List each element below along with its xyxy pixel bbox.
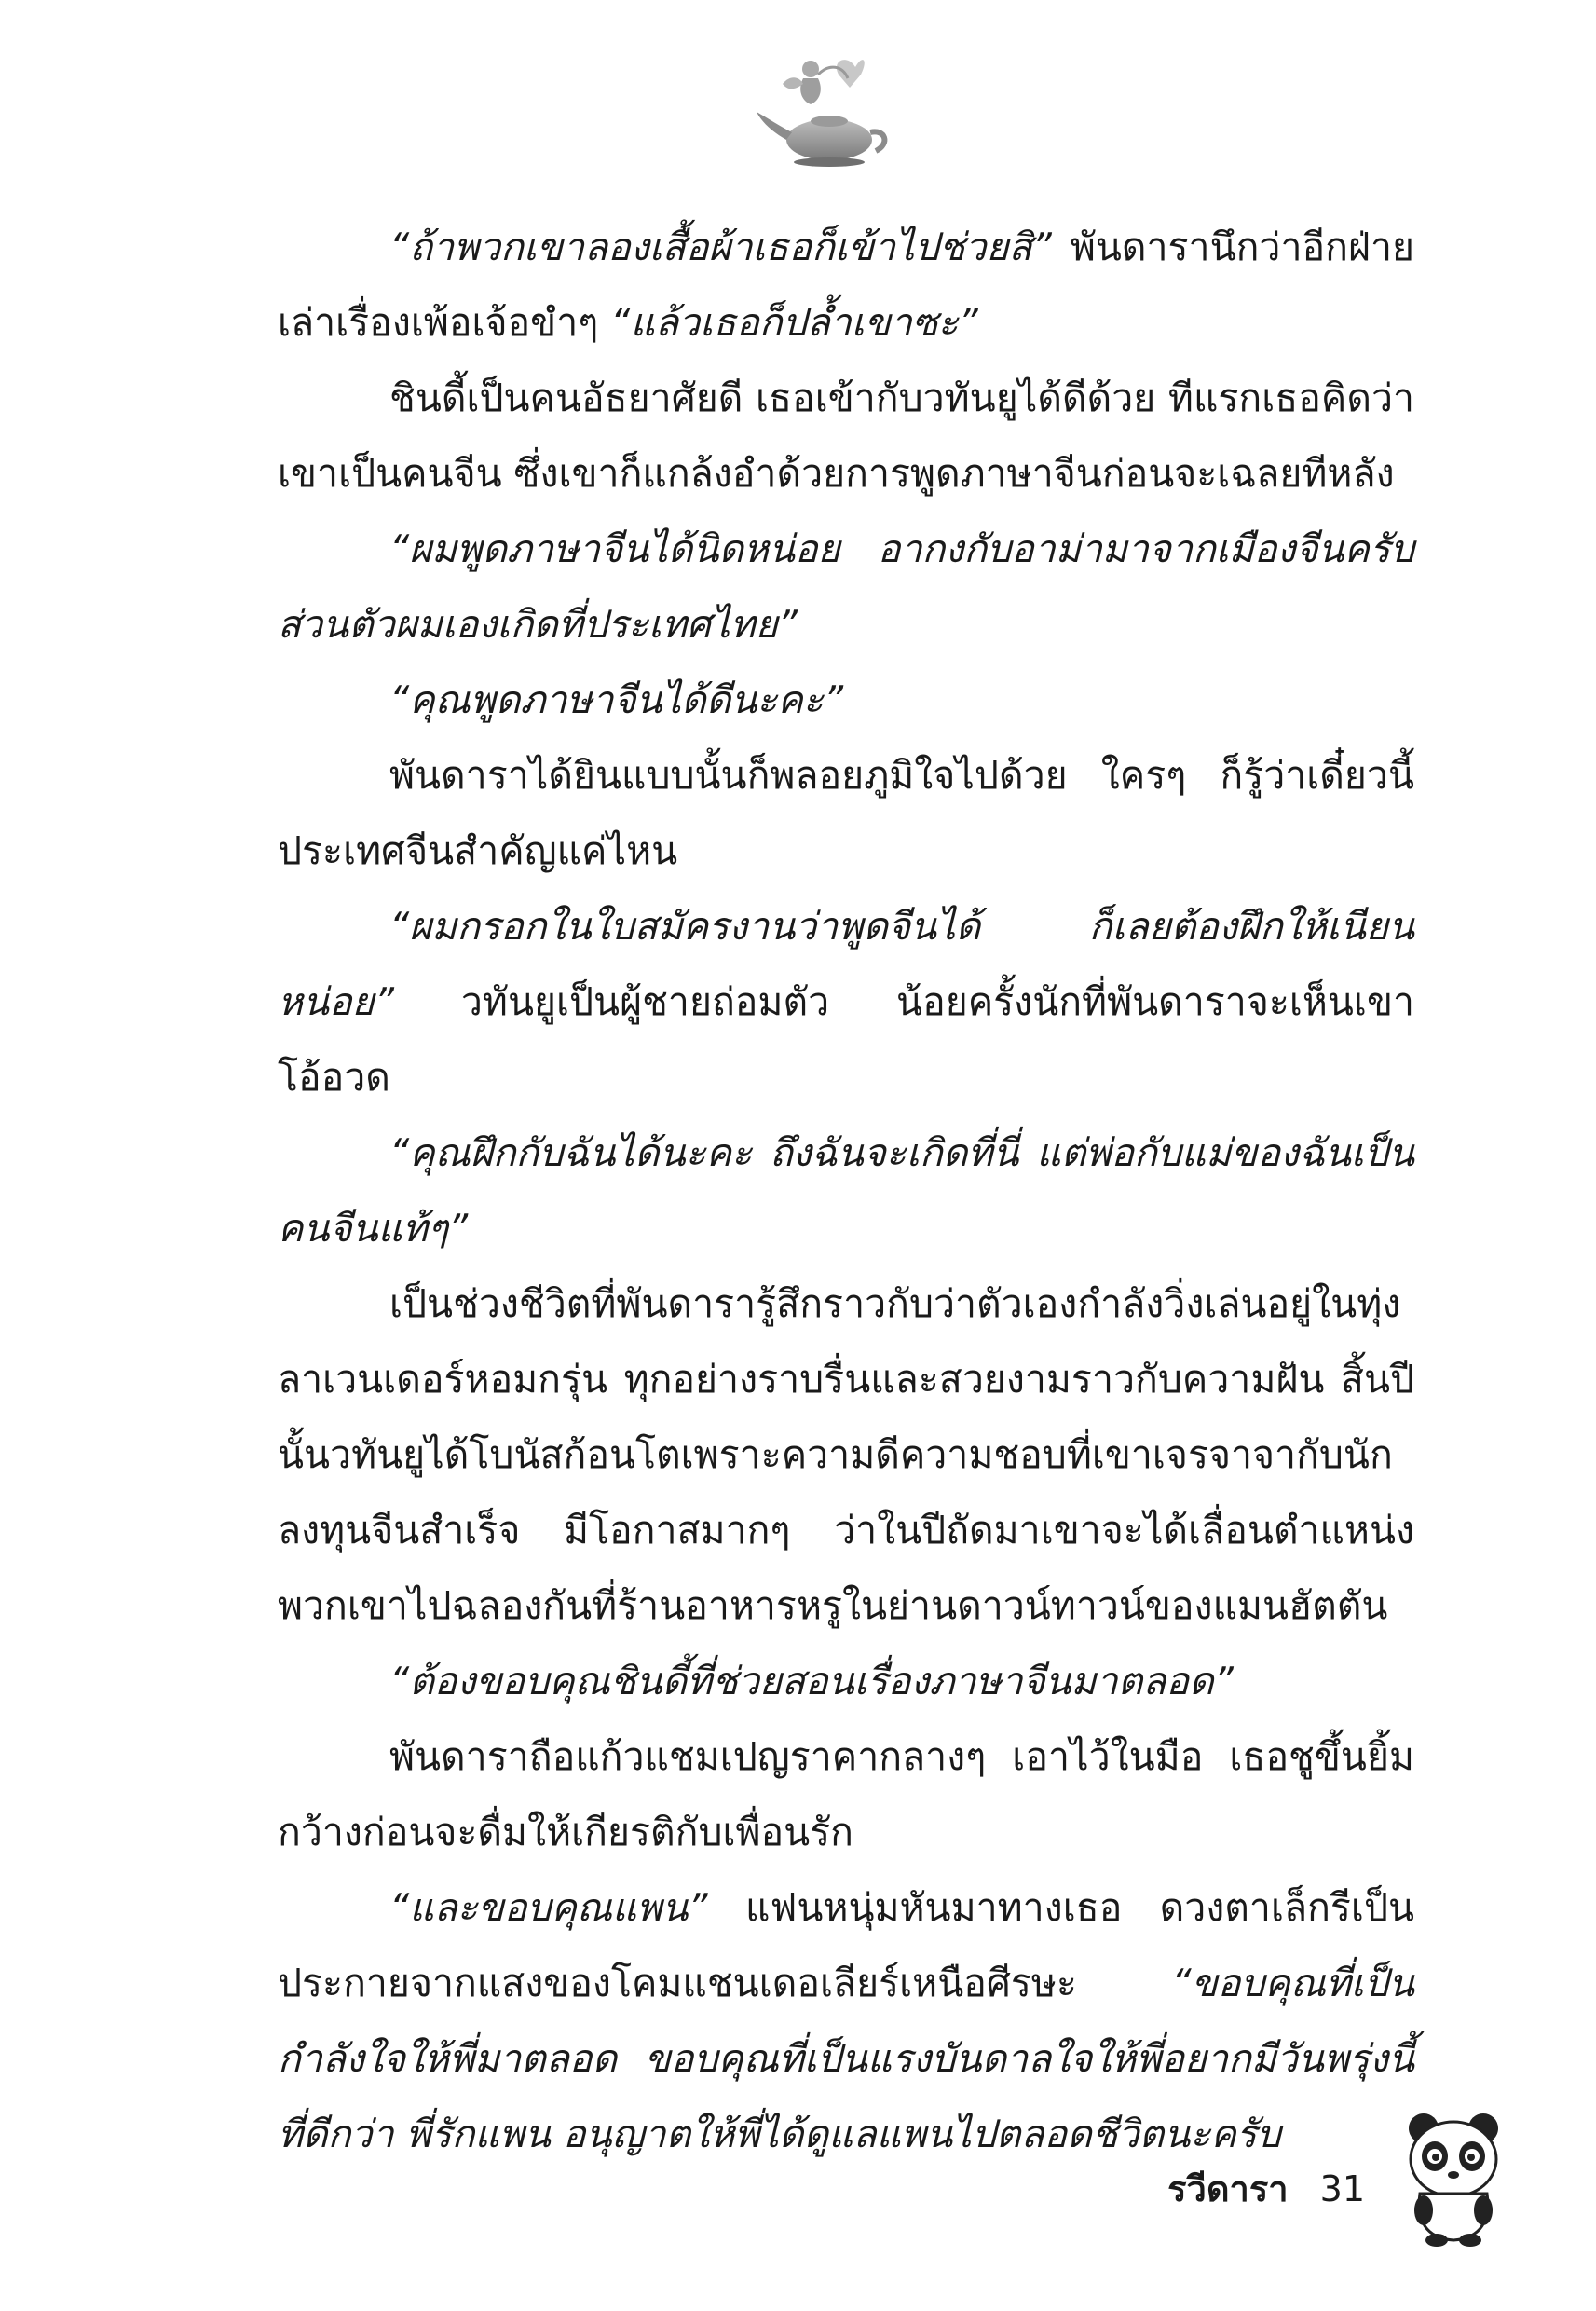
narration-text: พันดารานึกว่าอีกฝ่ายเล่าเรื่องเพ้อเจ้อขำๆ [278,225,1414,345]
narration-text: พันดาราถือแก้วแชมเปญราคากลางๆ เอาไว้ในมือ เธอชูขึ้นยิ้มกว้างก่อนจะดื่มให้เกียรติกับเพื่อนรัก [278,1734,1414,1854]
paragraph [278,663,1414,738]
paragraph [278,210,1414,361]
panda-icon [1398,2108,1509,2248]
body-text [278,210,1414,2172]
narration-text: เป็นช่วงชีวิตที่พันดารารู้สึกราวกับว่าตัวเองกำลังวิ่งเล่นอยู่ในทุ่งลาเวนเดอร์หอมกรุ่น ทุกอย่างราบรื่นและสวยงามราวกับความฝัน สิ้นปีนั้นวทันยูได้โบนัสก้อนโตเพราะความดีความชอบที่เขาเจรจาจากับนักลงทุนจีนสำเร็จ มีโอกาสมากๆ ว่าในปีถัดมาเขาจะได้เลื่อนตำแหน่ง พวกเขาไปฉลองกันที่ร้านอาหารหรูในย่านดาวน์ทาวน์ของแมนฮัตตัน [278,1281,1414,1628]
narration-text: พันดาราได้ยินแบบนั้นก็พลอยภูมิใจไปด้วย ใครๆ ก็รู้ว่าเดี๋ยวนี้ประเทศจีนสำคัญแค่ไหน [278,753,1414,873]
book-title: รวีดารา [1167,2168,1289,2209]
paragraph [278,361,1414,512]
narration-text: แฟนหนุ่มหันมาทางเธอ ดวงตาเล็กรีเป็นประกายจากแสงของโคมแชนเดอเลียร์เหนือศีรษะ [278,1885,1414,2005]
dialogue-text: “คุณพูดภาษาจีนได้ดีนะคะ” [389,677,844,722]
dialogue-text: “ถ้าพวกเขาลองเสื้อผ้าเธอก็เข้าไปช่วยสิ” [389,225,1052,269]
paragraph [278,1644,1414,1719]
narration-text: ชินดี้เป็นคนอัธยาศัยดี เธอเข้ากับวทันยูได้ดีด้วย ทีแรกเธอคิดว่าเขาเป็นคนจีน ซึ่งเขาก็แกล้งอำด้วยการพูดภาษาจีนก่อนจะเฉลยทีหลัง [278,376,1414,496]
narration-text: วทันยูเป็นผู้ชายถ่อมตัว น้อยครั้งนักที่พันดาราจะเห็นเขาโอ้อวด [278,979,1414,1100]
paragraph [278,1115,1414,1266]
paragraph [278,889,1414,1115]
dialogue-text: “คุณฝึกกับฉันได้นะคะ ถึงฉันจะเกิดที่นี่ แต่พ่อกับแม่ของฉันเป็นคนจีนแท้ๆ” [278,1130,1414,1251]
dialogue-text: “ขอบคุณที่เป็นกำลังใจให้พี่มาตลอด ขอบคุณที่เป็นแรงบันดาลใจให้พี่อยากมีวันพรุ่งนี้ที่ดีกว่า พี่รักแพน อนุญาตให้พี่ได้ดูแลแพนไปตลอดชีวิตนะครับ [278,1961,1414,2156]
dialogue-text: “ต้องขอบคุณชินดี้ที่ช่วยสอนเรื่องภาษาจีนมาตลอด” [389,1659,1234,1703]
dialogue-text: “และขอบคุณแพน” [389,1885,708,1930]
teapot-cupid-ornament-icon [745,47,904,177]
dialogue-text: “ผมกรอกในใบสมัครงานว่าพูดจีนได้ ก็เลยต้องฝึกให้เนียนหน่อย” [278,904,1414,1024]
paragraph [278,738,1414,889]
paragraph [278,1266,1414,1644]
dialogue-text: “ผมพูดภาษาจีนได้นิดหน่อย อากงกับอาม่ามาจากเมืองจีนครับ ส่วนตัวผมเองเกิดที่ประเทศไทย” [278,526,1414,647]
page-number: 31 [1319,2168,1365,2209]
paragraph [278,1719,1414,1870]
paragraph [278,1870,1414,2172]
paragraph [278,512,1414,663]
dialogue-text: “แล้วเธอก็ปล้ำเขาซะ” [610,300,978,345]
page-footer [1167,2160,1365,2217]
